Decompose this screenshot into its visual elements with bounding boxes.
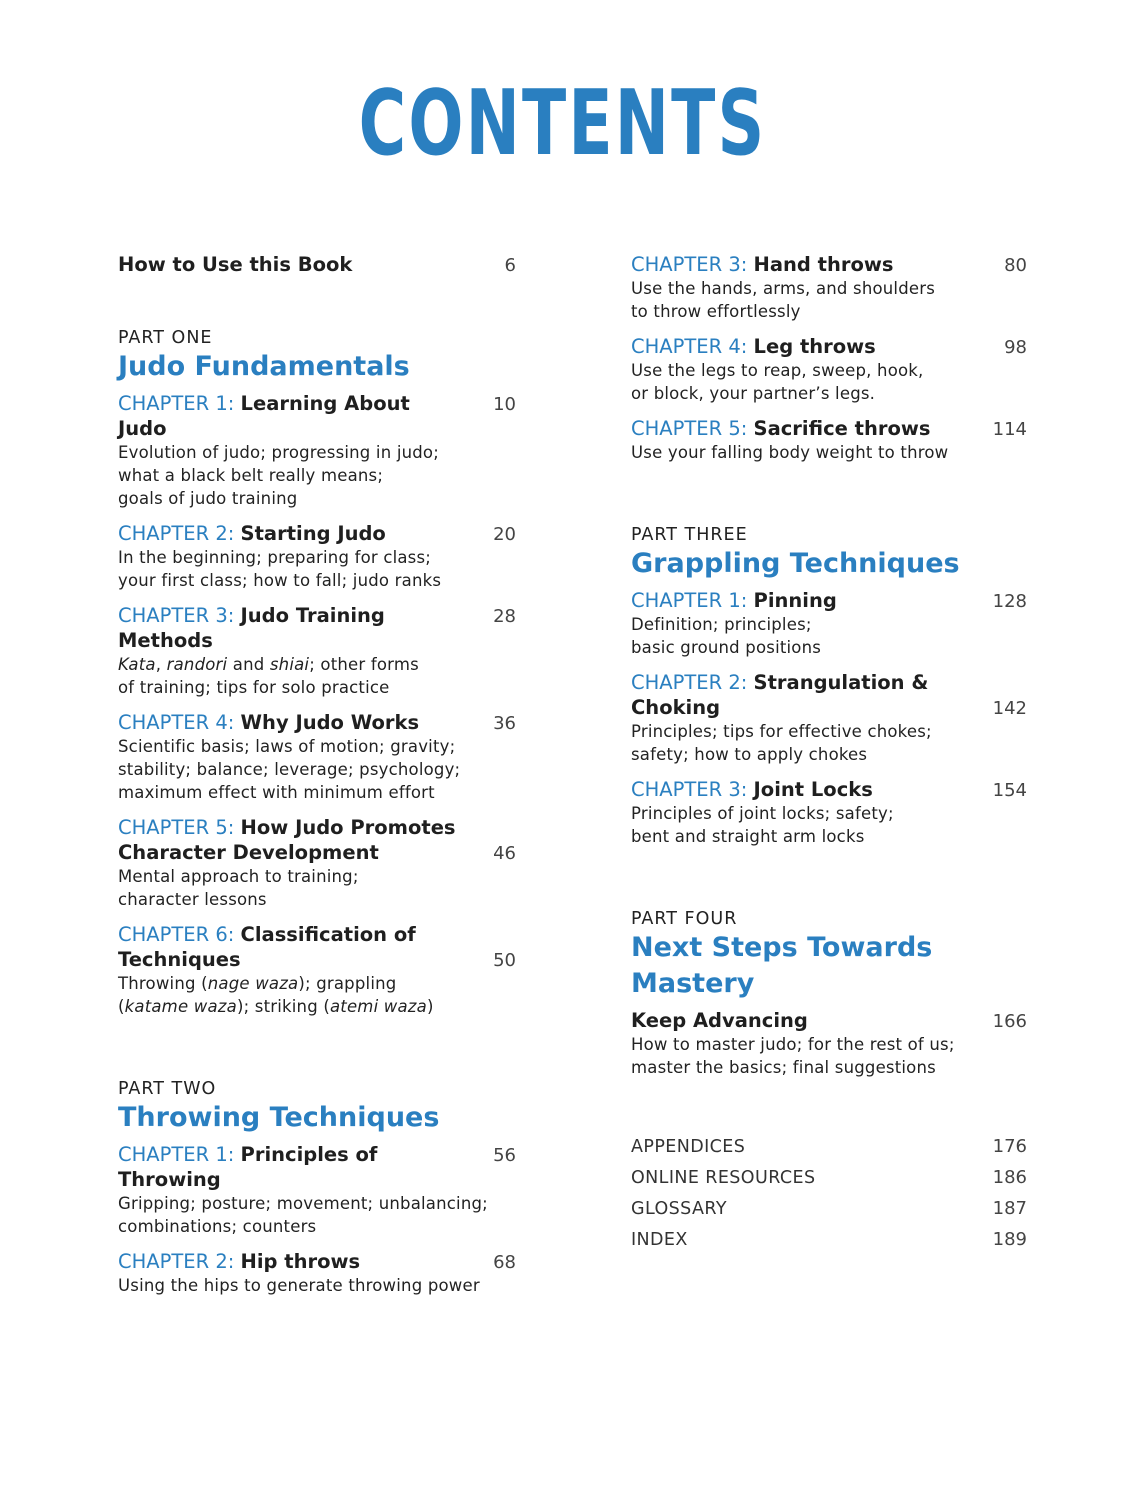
chapter-number: CHAPTER 2: [118, 522, 235, 545]
page-number: 189 [992, 1229, 1027, 1250]
chapter-number: CHAPTER 6: [118, 923, 235, 946]
chapter-description: Scientific basis; laws of motion; gravity; stability; balance; leverage; psychology; maximum effect with minimum effort [118, 737, 461, 802]
back-matter-label: INDEX [631, 1230, 688, 1250]
page-number: 128 [992, 591, 1027, 612]
part-label: PART THREE [631, 525, 748, 545]
toc-entry-part2-ch2[interactable] [118, 1249, 516, 1297]
page-number: 56 [493, 1145, 516, 1166]
page-number: 36 [493, 713, 516, 734]
chapter-number: CHAPTER 5: [631, 417, 748, 440]
page-number: 187 [992, 1198, 1027, 1219]
chapter-number: CHAPTER 3: [631, 778, 748, 801]
toc-entry-part3-ch1[interactable] [631, 588, 1027, 659]
chapter-title: How Judo Promotes [240, 816, 456, 839]
chapter-description: Use the legs to reap, sweep, hook, or block, your partner’s legs. [631, 361, 924, 403]
chapter-title: Classification of [240, 923, 416, 946]
right-column [631, 252, 1027, 1255]
chapter-title: Why Judo Works [240, 711, 420, 734]
page-number: 176 [992, 1136, 1027, 1157]
toc-entry-part2-ch4[interactable] [631, 334, 1027, 405]
page-number: 114 [992, 419, 1027, 440]
page-number: 46 [493, 843, 516, 864]
toc-entry-part1-ch2[interactable] [118, 521, 516, 592]
back-matter-label: GLOSSARY [631, 1199, 727, 1219]
chapter-title: Starting Judo [240, 522, 386, 545]
chapter-title: Strangulation & [753, 671, 929, 694]
page-number: 98 [1004, 337, 1027, 358]
page-number: 6 [504, 255, 516, 276]
chapter-description: Mental approach to training; character lessons [118, 867, 359, 909]
part-four-header [631, 908, 1027, 1002]
chapter-title-line2: Techniques [118, 948, 241, 971]
chapter-title-line2: Choking [631, 696, 721, 719]
chapter-title: Learning About Judo [118, 392, 410, 440]
toc-entry-part1-ch6[interactable] [118, 922, 516, 1018]
toc-entry-part1-ch5[interactable] [118, 815, 516, 911]
chapter-title: Sacrifice throws [753, 417, 931, 440]
chapter-number: CHAPTER 1: [631, 589, 748, 612]
page-number: 10 [493, 394, 516, 415]
chapter-number: CHAPTER 3: [118, 604, 235, 627]
part-title: Grappling Techniques [631, 548, 960, 579]
toc-entry-glossary[interactable] [631, 1193, 1027, 1224]
chapter-description: In the beginning; preparing for class; your first class; how to fall; judo ranks [118, 548, 442, 590]
chapter-description: Throwing (nage waza); grappling (katame waza); striking (atemi waza) [118, 974, 434, 1016]
chapter-description: Definition; principles; basic ground positions [631, 615, 822, 657]
chapter-description: Using the hips to generate throwing power [118, 1276, 480, 1295]
toc-entry-part3-ch3[interactable] [631, 777, 1027, 848]
toc-entry-part1-ch3[interactable] [118, 603, 516, 699]
chapter-description: Kata, randori and shiai; other forms of training; tips for solo practice [118, 655, 419, 697]
page-number: 142 [992, 698, 1027, 719]
page-number: 80 [1004, 255, 1027, 276]
page-title: CONTENTS [358, 71, 767, 176]
chapter-number: CHAPTER 2: [631, 671, 748, 694]
toc-entry-part3-ch2[interactable] [631, 670, 1027, 766]
toc-entry-online-resources[interactable] [631, 1162, 1027, 1193]
chapter-description: How to master judo; for the rest of us; master the basics; final suggestions [631, 1035, 955, 1077]
chapter-number: CHAPTER 4: [118, 711, 235, 734]
part-one-header [118, 327, 516, 385]
toc-entry-part1-ch1[interactable] [118, 391, 516, 510]
toc-entry-part2-ch3[interactable] [631, 252, 1027, 323]
chapter-number: CHAPTER 1: [118, 1143, 235, 1166]
chapter-title: Keep Advancing [631, 1009, 808, 1032]
part-three-header [631, 524, 1027, 582]
chapter-number: CHAPTER 1: [118, 392, 235, 415]
toc-entry-how-to-use[interactable] [118, 252, 516, 277]
chapter-title: Leg throws [753, 335, 876, 358]
page-number: 20 [493, 524, 516, 545]
page-number: 68 [493, 1252, 516, 1273]
chapter-description: Use your falling body weight to throw [631, 443, 949, 462]
left-column [118, 252, 516, 1308]
back-matter-label: ONLINE RESOURCES [631, 1168, 816, 1188]
part-title: Next Steps Towards Mastery [631, 932, 933, 999]
part-label: PART TWO [118, 1079, 217, 1099]
page-number: 28 [493, 606, 516, 627]
entry-title [118, 252, 516, 277]
chapter-description: Use the hands, arms, and shoulders to throw effortlessly [631, 279, 936, 321]
toc-entry-part2-ch5[interactable] [631, 416, 1027, 464]
part-two-header [118, 1078, 516, 1136]
chapter-description: Gripping; posture; movement; unbalancing; combinations; counters [118, 1194, 488, 1236]
chapter-title: Principles of Throwing [118, 1143, 378, 1191]
chapter-title: Hip throws [240, 1250, 361, 1273]
chapter-description: Evolution of judo; progressing in judo; what a black belt really means; goals of judo training [118, 443, 439, 508]
chapter-number: CHAPTER 4: [631, 335, 748, 358]
toc-entry-part1-ch4[interactable] [118, 710, 516, 804]
chapter-number: CHAPTER 3: [631, 253, 748, 276]
chapter-title: Judo Training Methods [118, 604, 385, 652]
page-number: 154 [992, 780, 1027, 801]
part-label: PART ONE [118, 328, 213, 348]
part-title: Judo Fundamentals [118, 351, 410, 382]
entry-label: How to Use this Book [118, 253, 353, 276]
chapter-title: Hand throws [753, 253, 894, 276]
chapter-number: CHAPTER 2: [118, 1250, 235, 1273]
chapter-description: Principles; tips for effective chokes; safety; how to apply chokes [631, 722, 932, 764]
chapter-number: CHAPTER 5: [118, 816, 235, 839]
toc-entry-keep-advancing[interactable] [631, 1008, 1027, 1079]
chapter-title-line2: Character Development [118, 841, 379, 864]
part-label: PART FOUR [631, 909, 738, 929]
chapter-title: Pinning [753, 589, 837, 612]
back-matter-list [631, 1131, 1027, 1255]
toc-entry-part2-ch1[interactable] [118, 1142, 516, 1238]
back-matter-label: APPENDICES [631, 1137, 746, 1157]
toc-entry-appendices[interactable] [631, 1131, 1027, 1162]
chapter-description: Principles of joint locks; safety; bent and straight arm locks [631, 804, 894, 846]
part-title: Throwing Techniques [118, 1102, 440, 1133]
toc-entry-index[interactable] [631, 1224, 1027, 1255]
page-number: 50 [493, 950, 516, 971]
chapter-title: Joint Locks [753, 778, 873, 801]
page-number: 166 [992, 1011, 1027, 1032]
page-number: 186 [992, 1167, 1027, 1188]
